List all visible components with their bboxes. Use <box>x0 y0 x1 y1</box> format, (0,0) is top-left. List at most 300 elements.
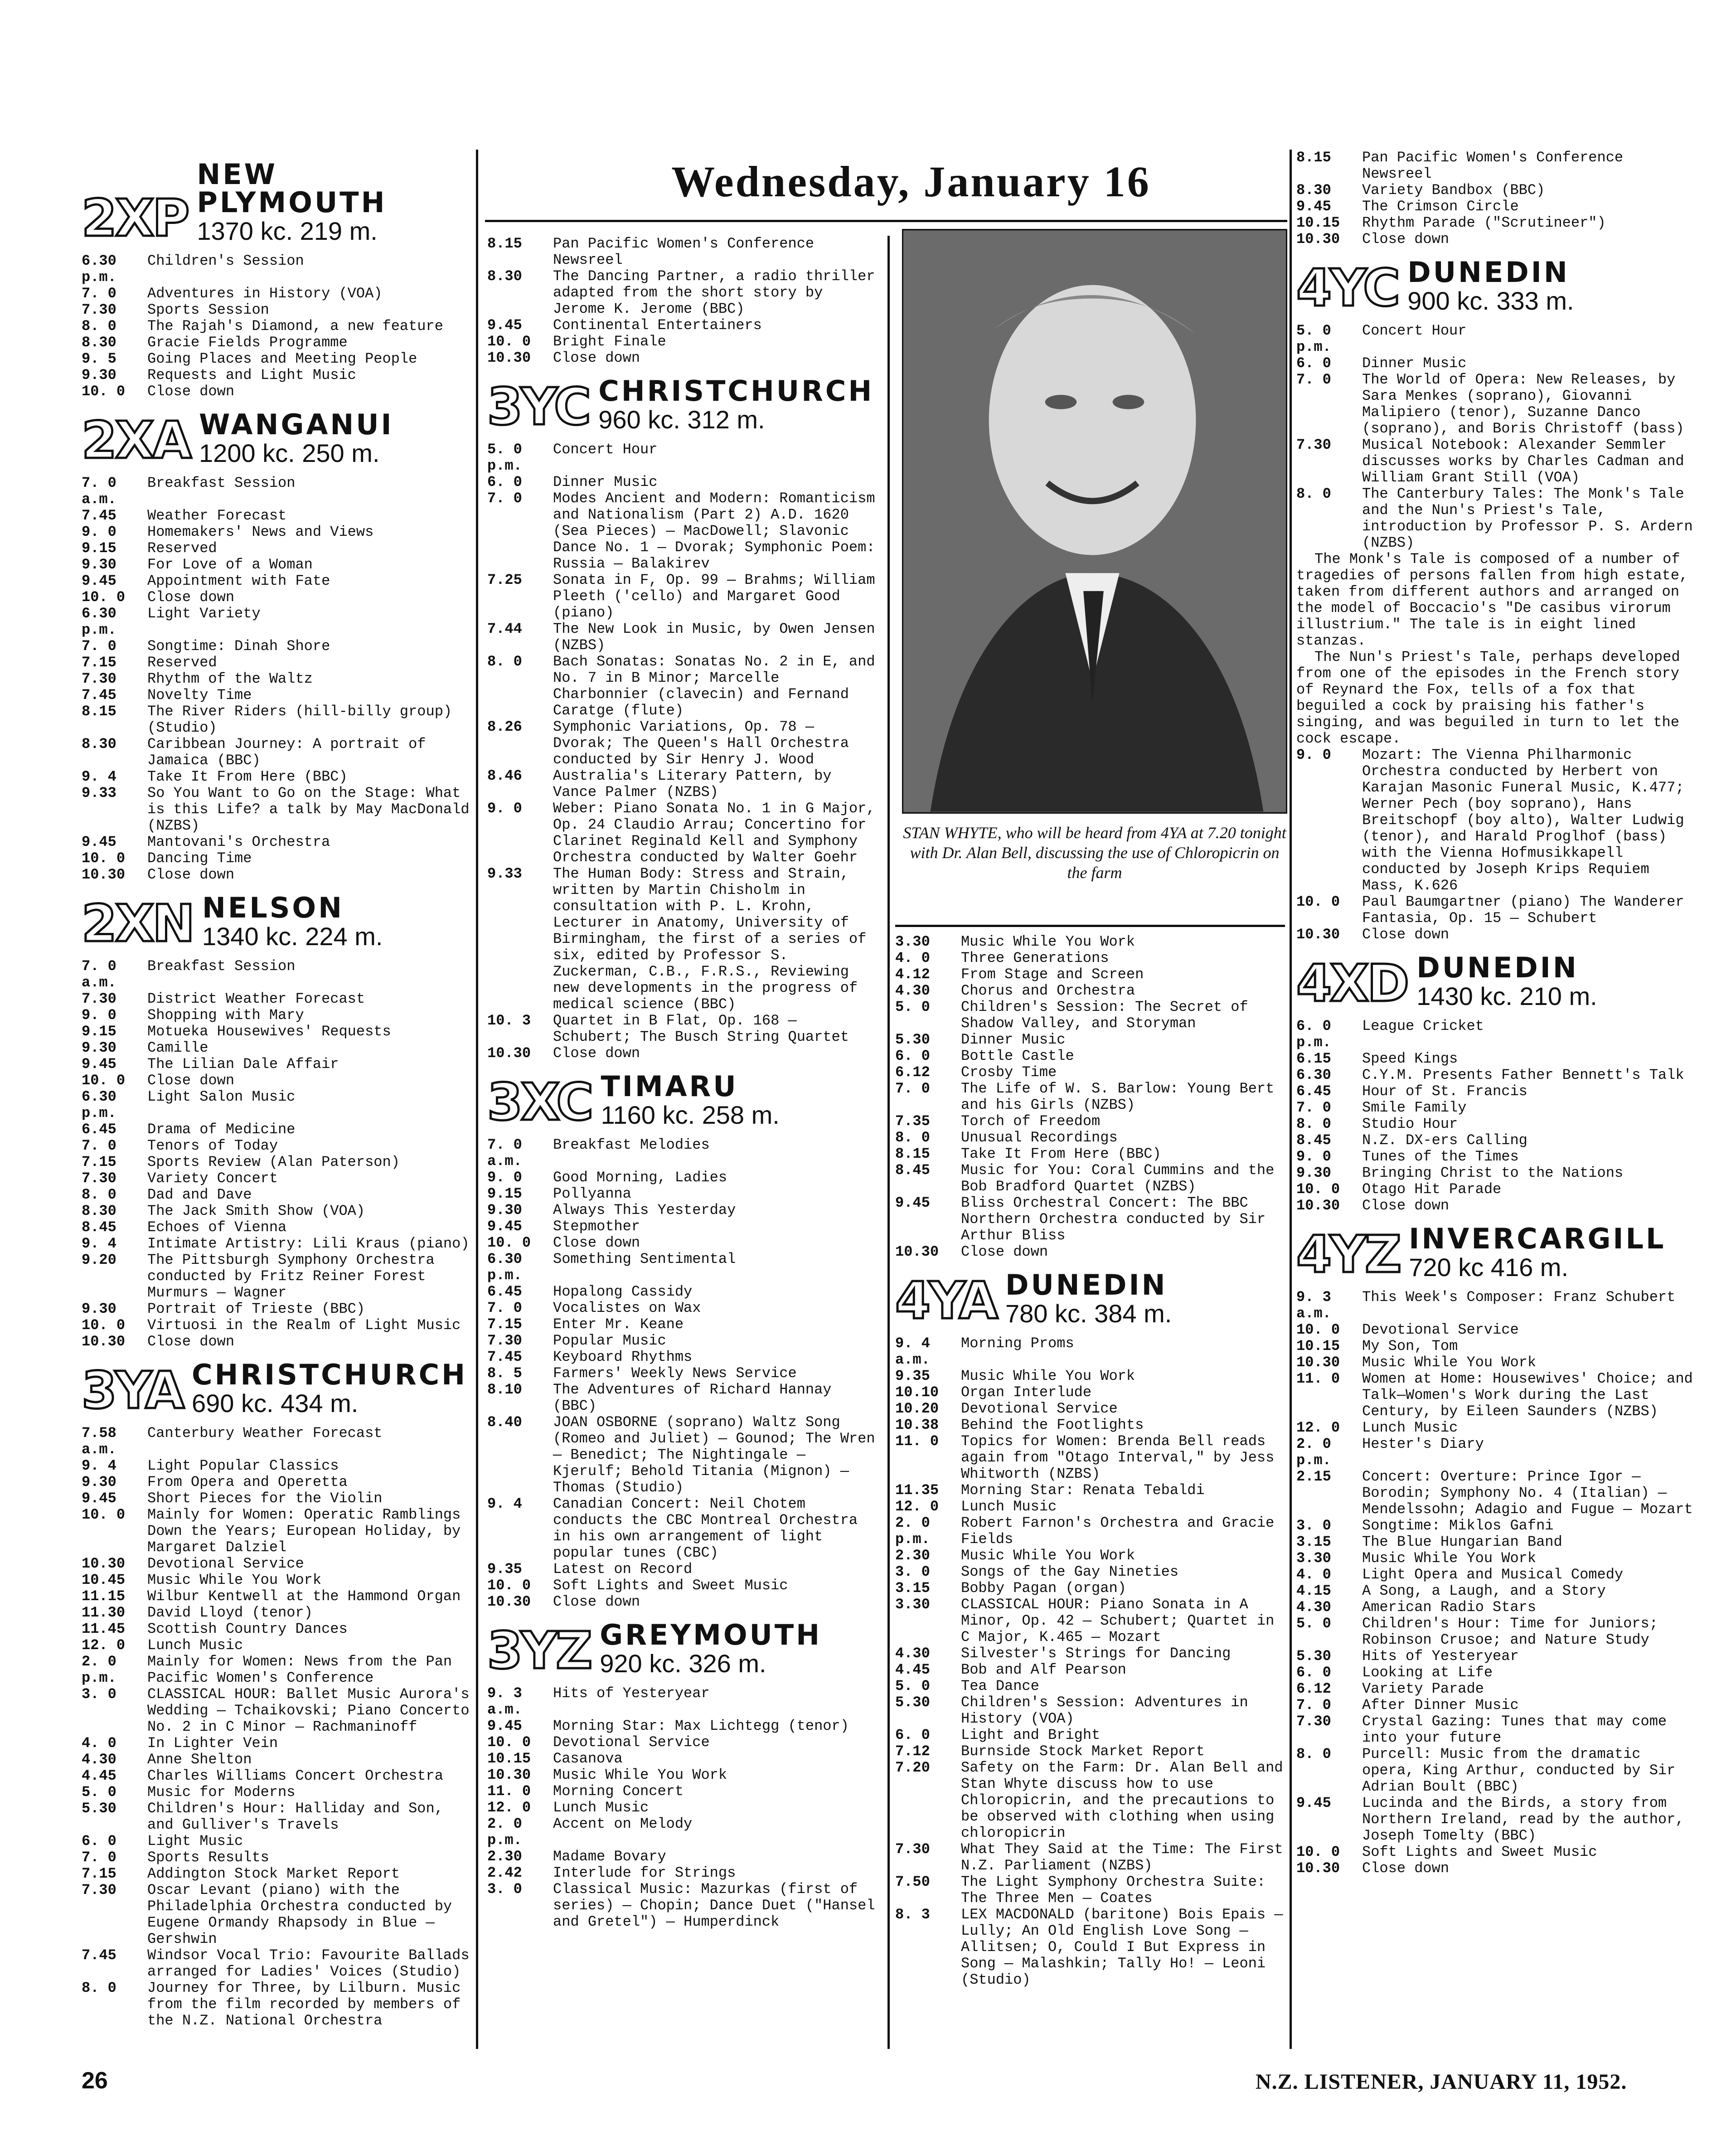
programme-item <box>82 540 471 557</box>
programme-title: Reserved <box>147 540 217 557</box>
programme-title: Oscar Levant (piano) with the Philadelphia Orchestra conducted by Eugene Ormandy Rhapsody in Blue — Gershwin <box>147 1882 452 1947</box>
programme-item <box>487 1767 882 1783</box>
programme-time: 8. 0 <box>1296 485 1331 502</box>
programme-item <box>895 1368 1285 1384</box>
programme-time: 9. 5 <box>82 350 116 367</box>
programme-title: The Rajah's Diamond, a new feature <box>147 318 443 335</box>
publication-line: N.Z. LISTENER, JANUARY 11, 1952. <box>1256 2070 1627 2094</box>
programme-item <box>1296 215 1695 231</box>
programme-item <box>82 671 471 687</box>
programme-time: 7.44 <box>487 621 522 637</box>
programme-time: 8. 0 <box>82 1980 116 1996</box>
programme-item <box>82 1654 471 1686</box>
programme-time: 9.20 <box>82 1252 116 1268</box>
programme-time: 6.45 <box>1296 1083 1331 1100</box>
programme-title: Tenors of Today <box>147 1137 278 1154</box>
programme-title: Bliss Orchestral Concert: The BBC Northern Orchestra conducted by Sir Arthur Bliss <box>961 1194 1266 1244</box>
programme-item <box>895 1874 1285 1907</box>
programme-item <box>895 1384 1285 1401</box>
programme-time: 10.30 <box>82 1333 126 1350</box>
programme-title: Soft Lights and Sweet Music <box>1362 1844 1597 1860</box>
programme-time: 9.45 <box>82 834 116 850</box>
programme-item <box>82 1507 471 1556</box>
programme-item <box>1296 1697 1695 1714</box>
programme-item <box>82 785 471 834</box>
programme-title: Accent on Melody <box>553 1815 693 1832</box>
programme-item <box>895 1433 1285 1482</box>
programme-item <box>82 850 471 867</box>
programme-item <box>487 1235 882 1251</box>
programme-item <box>895 1743 1285 1760</box>
programme-item <box>82 991 471 1007</box>
programme-title: The River Riders (hill-billy group) (Studio) <box>147 703 452 736</box>
programme-time: 10. 0 <box>82 1317 126 1334</box>
programme-item <box>895 1580 1285 1597</box>
programme-item <box>487 1816 882 1849</box>
programme-title: Lunch Music <box>1362 1419 1458 1436</box>
programme-item <box>1296 1149 1695 1165</box>
programme-time: 6. 0 <box>1296 1664 1331 1681</box>
programme-time: 9. 0 <box>487 800 522 817</box>
column-rule-2 <box>887 236 890 2049</box>
programme-title: Music While You Work <box>961 1368 1135 1384</box>
programme-title: Women at Home: Housewives' Choice; and Talk—Women's Work during the Last Century, by Eileen Saunders (NZBS) <box>1362 1370 1693 1420</box>
programme-item <box>82 958 471 991</box>
programme-title: Soft Lights and Sweet Music <box>553 1577 788 1594</box>
programme-item <box>1296 1289 1695 1322</box>
programme-item <box>82 834 471 850</box>
programme-title: Casanova <box>553 1750 623 1767</box>
programme-item <box>82 1334 471 1350</box>
programme-item <box>82 769 471 785</box>
programme-title: Intimate Artistry: Lili Kraus (piano) <box>147 1235 470 1252</box>
programme-item <box>82 1768 471 1784</box>
programme-time: 7.15 <box>82 1865 116 1882</box>
programme-item <box>895 1515 1285 1548</box>
programme-title: Scottish Country Dances <box>147 1621 348 1637</box>
programme-time: 5.30 <box>895 1031 930 1048</box>
programme-time: 8.46 <box>487 767 522 784</box>
programme-time: 6. 0 <box>1296 355 1331 372</box>
station-city: NELSON <box>202 891 344 924</box>
programme-time: 12. 0 <box>82 1637 126 1654</box>
programme-title: Adventures in History (VOA) <box>147 285 383 302</box>
programme-time: 10.30 <box>487 1593 531 1610</box>
programme-title: Canadian Concert: Neil Chotem conducts the CBC Montreal Orchestra in his own arrangement of light popular tunes (CBC) <box>553 1495 858 1561</box>
programme-time: 3.30 <box>895 1596 930 1613</box>
programme-time: 10. 0 <box>82 1072 126 1089</box>
programme-item <box>1296 150 1695 182</box>
programme-title: Purcell: Music from the dramatic opera, King Arthur, conducted by Sir Adrian Boult (BBC) <box>1362 1746 1676 1795</box>
programme-time: 10.30 <box>1296 231 1340 248</box>
station-city: CHRISTCHURCH <box>192 1358 468 1391</box>
programme-time: 6. 0 <box>82 1833 116 1849</box>
programme-time: 7. 0 <box>1296 1697 1331 1714</box>
programme-time: 9. 3 a.m. <box>1296 1289 1331 1322</box>
programme-title: Bob and Alf Pearson <box>961 1661 1126 1678</box>
station-heading <box>82 408 471 470</box>
station-info <box>192 1358 468 1417</box>
programme-title: Breakfast Session <box>147 475 296 491</box>
station-info <box>601 1070 780 1129</box>
programme-item <box>82 367 471 383</box>
programme-time: 9.15 <box>82 1023 116 1040</box>
programme-time: 6.30 p.m. <box>487 1251 522 1284</box>
programme-time: 10.30 <box>487 1767 531 1783</box>
programme-time: 7.30 <box>895 1841 930 1858</box>
programme-time: 9.45 <box>1296 198 1331 215</box>
programme-time: 11.45 <box>82 1621 126 1637</box>
programme-time: 7.30 <box>82 1170 116 1187</box>
programme-item <box>82 1089 471 1121</box>
station-block <box>82 891 471 1350</box>
programme-title: The Jack Smith Show (VOA) <box>147 1203 365 1219</box>
programme-time: 10.30 <box>1296 1197 1340 1214</box>
programme-title: Children's Session: The Secret of Shadow Valley, and Storyman <box>961 999 1248 1032</box>
programme-title: Morning Star: Renata Tebaldi <box>961 1482 1205 1499</box>
programme-item <box>1296 1583 1695 1599</box>
programme-title: Speed Kings <box>1362 1050 1458 1067</box>
programme-item <box>82 1947 471 1980</box>
programme-title: Short Pieces for the Violin <box>147 1490 383 1507</box>
programme-item <box>487 334 882 350</box>
programme-title: Otago Hit Parade <box>1362 1181 1502 1198</box>
programme-title: Close down <box>553 350 640 366</box>
programme-time: 2. 0 p.m. <box>895 1515 930 1548</box>
station-city: DUNEDIN <box>1416 951 1579 984</box>
programme-title: Camille <box>147 1039 209 1056</box>
programme-title: Requests and Light Music <box>147 367 356 383</box>
programme-time: 10.30 <box>1296 926 1340 943</box>
programme-title: CLASSICAL HOUR: Piano Sonata in A Minor, Op. 42 — Schubert; Quartet in C Major, K.465 — Mozart <box>961 1596 1275 1646</box>
programme-item <box>487 1170 882 1186</box>
station-block <box>1296 150 1695 248</box>
programme-item <box>487 1218 882 1235</box>
programme-time: 10.30 <box>487 350 531 366</box>
programme-title: Hopalong Cassidy <box>553 1283 693 1300</box>
programme-item <box>895 1130 1285 1146</box>
programme-item <box>82 1752 471 1768</box>
station-heading <box>1296 951 1695 1013</box>
programme-time: 9.45 <box>487 317 522 334</box>
programme-title: Crystal Gazing: Tunes that may come into your future <box>1362 1713 1667 1746</box>
programme-title: Devotional Service <box>553 1734 710 1751</box>
programme-time: 2.15 <box>1296 1468 1331 1485</box>
programme-title: Farmers' Weekly News Service <box>553 1365 797 1382</box>
programme-title: Going Places and Meeting People <box>147 350 417 367</box>
programme-time: 8.15 <box>1296 149 1331 166</box>
programme-title: Latest on Record <box>553 1561 693 1578</box>
station-info <box>1416 951 1597 1010</box>
programme-title: Music While You Work <box>1362 1550 1537 1567</box>
programme-item <box>82 1866 471 1882</box>
programme-title: Smile Family <box>1362 1099 1467 1116</box>
programme-title: Close down <box>1362 231 1450 248</box>
programme-time: 8.15 <box>895 1146 930 1162</box>
caption-rule <box>895 925 1285 927</box>
programme-time: 9.30 <box>1296 1165 1331 1181</box>
programme-title: Morning Concert <box>553 1783 684 1800</box>
programme-title: Lunch Music <box>147 1637 243 1654</box>
programme-time: 6.30 p.m. <box>82 252 116 286</box>
station-callsign: 2XN <box>82 894 194 953</box>
programme-time: 7.30 <box>1296 437 1331 453</box>
programme-time: 10. 0 <box>82 383 126 400</box>
programme-item <box>1296 1746 1695 1795</box>
programme-title: From Stage and Screen <box>961 966 1144 983</box>
programme-item <box>1296 355 1695 372</box>
programme-time: 8.15 <box>487 235 522 252</box>
programme-title: Close down <box>147 866 235 883</box>
programme-title: Weather Forecast <box>147 507 287 524</box>
station-city: CHRISTCHURCH <box>598 374 874 408</box>
programme-item <box>82 1474 471 1490</box>
programme-item <box>895 1646 1285 1662</box>
programme-item <box>487 350 882 366</box>
programme-item <box>1296 1100 1695 1116</box>
portrait-image <box>903 230 1286 812</box>
programme-time: 8.15 <box>82 703 116 720</box>
programme-title: Torch of Freedom <box>961 1113 1101 1130</box>
programme-title: Morning Star: Max Lichtegg (tenor) <box>553 1718 849 1734</box>
programme-item <box>82 1686 471 1735</box>
programme-title: Music for Moderns <box>147 1784 296 1801</box>
programme-time: 9.30 <box>82 1039 116 1056</box>
station-callsign: 4YZ <box>1296 1225 1400 1284</box>
programme-time: 3.30 <box>1296 1550 1331 1567</box>
programme-time: 9.30 <box>82 367 116 383</box>
programme-title: In Lighter Vein <box>147 1735 278 1752</box>
programme-title: The Adventures of Richard Hannay (BBC) <box>553 1381 832 1414</box>
programme-title: Weber: Piano Sonata No. 1 in G Major, Op. 24 Claudio Arrau; Concertino for Clarinet Reginald Kell and Symphony Orchestra conducted by Walter Goehr <box>553 800 875 866</box>
station-frequency: 920 kc. 326 m. <box>600 1649 766 1678</box>
programme-title: Music While You Work <box>1362 1354 1537 1371</box>
programme-time: 9. 3 a.m. <box>487 1685 522 1718</box>
programme-time: 7. 0 a.m. <box>82 475 116 508</box>
programme-item <box>82 1024 471 1040</box>
programme-title: Sonata in F, Op. 99 — Brahms; William Pleeth ('cello) and Margaret Good (piano) <box>553 572 875 621</box>
programme-title: Tea Dance <box>961 1678 1039 1694</box>
programme-time: 9.15 <box>82 540 116 557</box>
station-info <box>202 891 383 951</box>
programme-title: C.Y.M. Presents Father Bennett's Talk <box>1362 1067 1684 1083</box>
programme-time: 7.30 <box>82 990 116 1007</box>
programme-item <box>895 1032 1285 1048</box>
programme-time: 3. 0 <box>487 1881 522 1898</box>
programme-time: 2.30 <box>895 1547 930 1564</box>
programme-item <box>82 704 471 736</box>
column-rule-3 <box>1290 150 1292 2049</box>
programme-item <box>487 1333 882 1349</box>
programme-item <box>1296 1665 1695 1681</box>
programme-time: 9.35 <box>895 1368 930 1384</box>
programme-title: Looking at Life <box>1362 1664 1493 1681</box>
programme-time: 8. 0 <box>895 1129 930 1146</box>
programme-item <box>1296 1567 1695 1583</box>
programme-time: 7. 0 <box>82 1849 116 1866</box>
programme-title: Hits of Yesteryear <box>553 1685 710 1702</box>
programme-time: 7. 0 <box>895 1080 930 1097</box>
programme-title: Pollyanna <box>553 1185 631 1202</box>
programme-time: 11. 0 <box>895 1433 939 1450</box>
programme-item <box>1296 1132 1695 1149</box>
programme-item <box>82 1073 471 1089</box>
programme-title: The Human Body: Stress and Strain, written by Martin Chisholm in consultation with P. L. Krohn, Lecturer in Anatomy, University of Birmingham, the first of a series of six, edited by Professor S. Zuckerman, C.B., F.R.S., Reviewing new developments in the progress of medical science (BBC) <box>553 865 867 1013</box>
programme-title: Light Variety <box>147 605 261 622</box>
station-heading <box>82 1358 471 1420</box>
programme-time: 7. 0 <box>82 285 116 302</box>
programme-item <box>82 867 471 883</box>
programme-title: Light and Bright <box>961 1727 1101 1743</box>
station-info <box>600 1618 822 1678</box>
programme-item <box>895 1417 1285 1433</box>
programme-time: 12. 0 <box>895 1498 939 1515</box>
programme-time: 10. 0 <box>82 1506 126 1523</box>
programme-title: Keyboard Rhythms <box>553 1349 693 1365</box>
programme-item <box>82 1621 471 1637</box>
programme-item <box>487 1561 882 1578</box>
programme-time: 10. 0 <box>487 1734 531 1751</box>
programme-title: Songs of the Gay Nineties <box>961 1563 1179 1580</box>
programme-time: 4.45 <box>82 1767 116 1784</box>
programme-time: 6. 0 <box>487 474 522 490</box>
page-number: 26 <box>82 2068 108 2094</box>
programme-time: 8.10 <box>487 1381 522 1398</box>
programme-title: Behind the Footlights <box>961 1417 1144 1433</box>
programme-time: 7.50 <box>895 1874 930 1890</box>
programme-item <box>1296 1083 1695 1100</box>
programme-title: Portrait of Trieste (BBC) <box>147 1301 365 1317</box>
column-1 <box>82 150 471 2029</box>
programme-time: 4.30 <box>82 1751 116 1768</box>
programme-title: Safety on the Farm: Dr. Alan Bell and Stan Whyte discuss how to use Chloropicrin, and the precautions to be observed with clothing when using chloropicrin <box>961 1759 1283 1841</box>
programme-title: Bach Sonatas: Sonatas No. 2 in E, and No. 7 in B Minor; Marcelle Charbonnier (clavecin) and Fernand Caratge (flute) <box>553 653 875 719</box>
programme-title: Variety Bandbox (BBC) <box>1362 182 1545 199</box>
programme-item <box>1296 649 1695 747</box>
programme-time: 8.40 <box>487 1414 522 1431</box>
programme-time: 5.30 <box>82 1800 116 1817</box>
station-callsign: 3YZ <box>487 1621 591 1680</box>
station-block <box>82 160 471 400</box>
programme-item <box>895 934 1285 950</box>
station-frequency: 1430 kc. 210 m. <box>1416 982 1597 1010</box>
station-city: NEW PLYMOUTH <box>197 158 387 219</box>
programme-title: American Radio Stars <box>1362 1599 1537 1616</box>
programme-item <box>1296 1116 1695 1132</box>
programme-time: 9.15 <box>487 1185 522 1202</box>
programme-item <box>82 1154 471 1170</box>
programme-title: Light Music <box>147 1833 243 1849</box>
programme-title: The Crimson Circle <box>1362 198 1519 215</box>
programme-time: 4.12 <box>895 966 930 983</box>
programme-item <box>82 318 471 335</box>
programme-title: Bottle Castle <box>961 1048 1074 1064</box>
programme-time: 9. 4 <box>82 1235 116 1252</box>
programme-item <box>895 999 1285 1032</box>
programme-title: Chorus and Orchestra <box>961 982 1135 999</box>
programme-title: Light Salon Music <box>147 1088 296 1105</box>
programme-time: 8.30 <box>1296 182 1331 199</box>
programme-title: Windsor Vocal Trio: Favourite Ballads arranged for Ladies' Voices (Studio) <box>147 1947 470 1980</box>
programme-title: Songtime: Miklos Gafni <box>1362 1517 1554 1534</box>
station-callsign: 3YC <box>487 378 590 437</box>
programme-item <box>82 1637 471 1654</box>
programme-item <box>82 335 471 351</box>
programme-item <box>895 1548 1285 1564</box>
programme-title: Organ Interlude <box>961 1384 1092 1401</box>
programme-item <box>487 1865 882 1881</box>
programme-title: Unusual Recordings <box>961 1129 1118 1146</box>
programme-time: 12. 0 <box>1296 1419 1340 1436</box>
programme-time: 2.42 <box>487 1864 522 1881</box>
station-frequency: 720 kc 416 m. <box>1409 1253 1568 1282</box>
programme-time: 9. 0 <box>1296 1148 1331 1165</box>
programme-item <box>1296 1051 1695 1067</box>
programme-title: Rhythm Parade ("Scrutineer") <box>1362 214 1606 231</box>
programme-title: So You Want to Go on the Stage: What is this Life? a talk by May MacDonald (NZBS) <box>147 785 470 834</box>
programme-time: 10.20 <box>895 1400 939 1417</box>
programme-item <box>1296 437 1695 486</box>
programme-time: 3.15 <box>1296 1534 1331 1550</box>
station-block <box>895 1268 1285 1988</box>
programme-time: 11.15 <box>82 1588 126 1605</box>
programme-time: 9.45 <box>895 1194 930 1211</box>
programme-title: Burnside Stock Market Report <box>961 1743 1205 1760</box>
programme-item <box>1296 551 1695 649</box>
programme-item <box>895 1841 1285 1874</box>
programme-time: 6.12 <box>1296 1680 1331 1697</box>
programme-time: 4.30 <box>895 982 930 999</box>
column-4 <box>1296 150 1695 1877</box>
programme-time: 3. 0 <box>82 1686 116 1703</box>
programme-item <box>1296 1860 1695 1877</box>
programme-item <box>487 1316 882 1333</box>
programme-item <box>895 1195 1285 1244</box>
programme-title: Mozart: The Vienna Philharmonic Orchestra conducted by Herbert von Karajan Masonic Funeral Music, K.477; Werner Pech (boy soprano), Hans Breitschopf (boy alto), Walter Ludwig (tenor), and Harald Proglhof (bass) with the Vienna Hofmusikkapell conducted by Joseph Krips Requiem Mass, K.626 <box>1362 747 1684 894</box>
programme-title: Children's Hour: Time for Juniors; Robinson Crusoe; and Nature Study <box>1362 1615 1658 1648</box>
programme-item <box>895 1048 1285 1064</box>
programme-time: 7.45 <box>82 687 116 704</box>
programme-item <box>487 866 882 1013</box>
programme-item <box>1296 1165 1695 1181</box>
programme-time: 7. 0 <box>1296 371 1331 388</box>
programme-item <box>895 1907 1285 1988</box>
programme-time: 7. 0 a.m. <box>82 958 116 991</box>
programme-time: 7. 0 <box>487 1300 522 1316</box>
programme-item <box>82 524 471 540</box>
programme-item <box>1296 1371 1695 1420</box>
programme-title: Always This Yesterday <box>553 1202 736 1218</box>
programme-title: Rhythm of the Waltz <box>147 670 313 687</box>
programme-item <box>895 1662 1285 1678</box>
programme-title: Stepmother <box>553 1218 640 1235</box>
programme-title: Sports Review (Alan Paterson) <box>147 1154 400 1170</box>
programme-time: 9. 4 <box>487 1495 522 1512</box>
programme-time: 9.45 <box>1296 1795 1331 1811</box>
programme-item <box>82 302 471 318</box>
programme-item <box>487 1284 882 1300</box>
programme-time: 8. 0 <box>82 318 116 335</box>
programme-time: 10.45 <box>82 1572 126 1588</box>
programme-title: Dad and Dave <box>147 1186 252 1203</box>
programme-time: 9.33 <box>82 785 116 801</box>
programme-item <box>1296 927 1695 943</box>
station-city: GREYMOUTH <box>600 1618 822 1651</box>
programme-time: 9.30 <box>82 1301 116 1317</box>
programme-time: 9.30 <box>82 556 116 573</box>
programme-title: Hour of St. Francis <box>1362 1083 1527 1100</box>
programme-time: 5.30 <box>895 1694 930 1711</box>
